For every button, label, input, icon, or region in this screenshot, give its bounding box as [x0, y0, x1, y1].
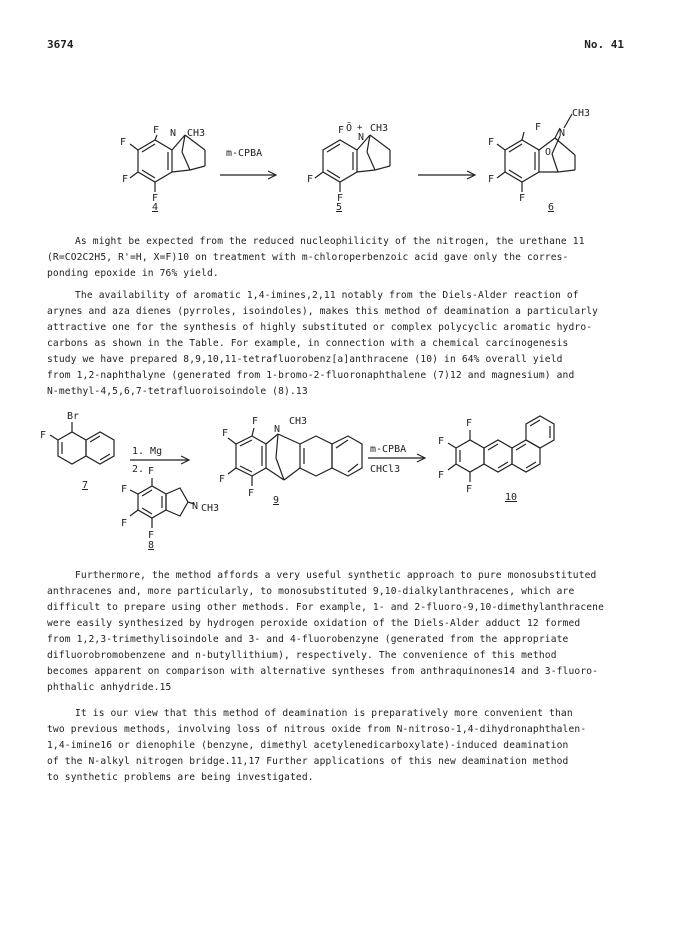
atom-label: F [519, 193, 526, 204]
text-line: N-methyl-4,5,6,7-tetrafluoroisoindole (8).13 [47, 386, 308, 397]
atom-label: F [488, 137, 495, 148]
text-line: difluorobromobenzene and n-butyllithium), respectively. The convenience of this method [47, 650, 557, 661]
text-line: carbons as shown in the Table. For example, in connection with a chemical carcinogenesis [47, 338, 569, 349]
atom-label: Br [67, 411, 80, 422]
atom-label: F [535, 122, 542, 133]
text-line: arynes and aza dienes (pyrroles, isoindoles), makes this method of deamination a particularly [47, 306, 599, 317]
atom-label: F [152, 193, 159, 204]
compound-label-7: 7 [82, 480, 89, 491]
text-line: Furthermore, the method affords a very useful synthetic approach to pure monosubstituted [75, 570, 597, 581]
step-2-label: 2. [132, 464, 145, 475]
atom-label: F [438, 436, 445, 447]
atom-label: N [192, 501, 199, 512]
atom-label: F [338, 125, 345, 136]
atom-label: F [153, 125, 160, 136]
atom-label: F [466, 484, 473, 495]
text-line: (R=CO2C2H5, R'=H, X=F)10 on treatment with m-chloroperbenzoic acid gave only the corres- [47, 252, 569, 263]
atom-label: F [438, 470, 445, 481]
text-line: were easily synthesized by hydrogen peroxide oxidation of the Diels-Alder adduct 12 formed [47, 618, 581, 629]
paragraph-urethane [47, 234, 637, 282]
atom-label: CH3 [370, 123, 389, 134]
reaction-scheme-2 [0, 408, 676, 558]
text-line: of the N-alkyl nitrogen bridge.11,17 Further applications of this new deamination method [47, 756, 569, 767]
text-line: to synthetic problems are being investigated. [47, 772, 314, 783]
structure-5 [315, 135, 390, 192]
atom-label: F [252, 416, 259, 427]
atom-label: F [219, 474, 226, 485]
atom-label: N [559, 128, 566, 139]
text-line: anthracenes and, more particularly, to monosubstituted 9,10-dialkylanthracenes, which are [47, 586, 575, 597]
atom-label: Ō [346, 123, 353, 134]
atom-label: N [274, 424, 281, 435]
atom-label: N [170, 128, 177, 139]
structure-9 [228, 428, 362, 486]
atom-label: CH3 [289, 416, 308, 427]
atom-label: CH3 [201, 503, 220, 514]
atom-label: F [488, 174, 495, 185]
text-line: ponding epoxide in 76% yield. [47, 268, 219, 279]
atom-label: F [122, 174, 129, 185]
atom-label: F [148, 466, 155, 477]
text-line: two previous methods, involving loss of nitrous oxide from N-nitroso-1,4-dihydronaphthalen- [47, 724, 587, 735]
compound-label-4: 4 [152, 202, 159, 213]
atom-label: CH3 [572, 108, 591, 119]
compound-label-5: 5 [336, 202, 343, 213]
atom-label: F [337, 193, 344, 204]
atom-label: F [222, 428, 229, 439]
structure-7 [50, 422, 114, 464]
paragraph-aromatic-imines [47, 288, 637, 400]
reaction-scheme-1 [0, 100, 676, 320]
compound-label-8: 8 [148, 540, 155, 551]
text-line: phthalic anhydride.15 [47, 682, 172, 693]
solvent-chcl3: CHCl3 [370, 464, 401, 475]
step-1-reagent: 1. Mg [132, 446, 163, 457]
text-line: difficult to prepare using other methods. For example, 1- and 2-fluoro-9,10-dimethylanthracene [47, 602, 605, 613]
atom-label: + [357, 123, 363, 133]
journal-issue-number: No. 41 [584, 38, 624, 51]
text-line: As might be expected from the reduced nucleophilicity of the nitrogen, the urethane 11 [75, 236, 585, 247]
atom-label: O [545, 147, 552, 158]
atom-label: N [358, 132, 365, 143]
atom-label: F [307, 174, 314, 185]
text-line: becomes apparent on comparison with alternative syntheses from anthraquinones14 and 3-fluoro- [47, 666, 599, 677]
text-line: It is our view that this method of deamination is preparatively more convenient than [75, 708, 573, 719]
structure-10 [448, 416, 554, 482]
atom-label: F [148, 530, 155, 541]
paragraph-conclusion [47, 706, 637, 786]
atom-label: F [121, 484, 128, 495]
atom-label: F [120, 137, 127, 148]
atom-label: F [248, 488, 255, 499]
compound-label-9: 9 [273, 495, 280, 506]
text-line: from 1,2-naphthalyne (generated from 1-bromo-2-fluoronaphthalene (7)12 and magnesium) and [47, 370, 575, 381]
paragraph-anthracenes [47, 568, 637, 696]
reagent-mcpba: m-CPBA [226, 148, 263, 159]
compound-label-10: 10 [505, 492, 518, 503]
structure-4 [130, 135, 205, 192]
atom-label: F [121, 518, 128, 529]
compound-label-6: 6 [548, 202, 555, 213]
text-line: study we have prepared 8,9,10,11-tetrafluorobenz[a]anthracene (10) in 64% overall yield [47, 354, 563, 365]
text-line: from 1,2,3-trimethylisoindole and 3- and 4-fluorobenzyne (generated from the appropriate [47, 634, 569, 645]
structure-8 [130, 478, 194, 528]
text-line: attractive one for the synthesis of highly substituted or complex polycyclic aromatic hydro- [47, 322, 593, 333]
text-line: The availability of aromatic 1,4-imines,2,11 notably from the Diels-Alder reaction of [75, 290, 579, 301]
text-line: 1,4-imine16 or dienophile (benzyne, dimethyl acetylenedicarboxylate)-induced deamination [47, 740, 569, 751]
page-number: 3674 [47, 38, 74, 51]
reagent-mcpba: m-CPBA [370, 444, 407, 455]
atom-label: F [40, 430, 47, 441]
atom-label: CH3 [187, 128, 206, 139]
atom-label: F [466, 418, 473, 429]
